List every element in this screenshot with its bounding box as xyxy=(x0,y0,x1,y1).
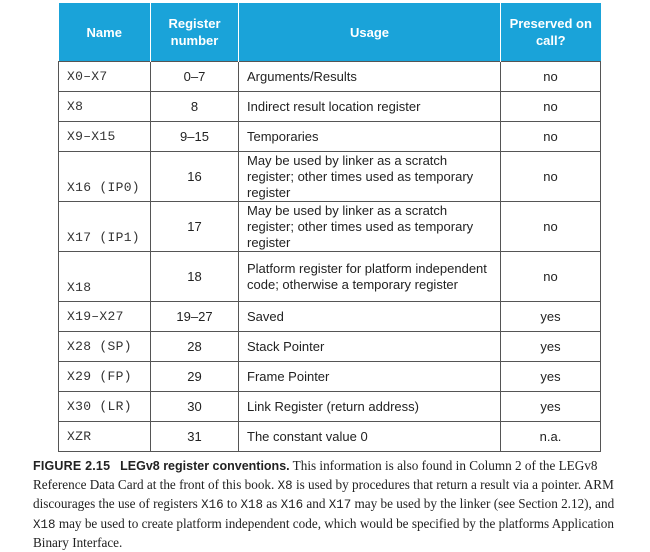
register-number: 31 xyxy=(151,422,239,452)
caption-text: and xyxy=(303,496,329,511)
header-register-number: Register number xyxy=(151,3,239,62)
register-usage: May be used by linker as a scratch register; other times used as temporary register xyxy=(239,202,501,252)
register-preserved: no xyxy=(501,152,601,202)
register-name: X17 (IP1) xyxy=(59,202,151,252)
register-number: 30 xyxy=(151,392,239,422)
register-name: X0–X7 xyxy=(59,62,151,92)
register-number: 9–15 xyxy=(151,122,239,152)
register-name: X28 (SP) xyxy=(59,332,151,362)
register-name: X29 (FP) xyxy=(59,362,151,392)
register-name: X19–X27 xyxy=(59,302,151,332)
caption-text: This information is also found in Column 2 of the LEGv8 Reference Data Card at the front of this book. xyxy=(33,458,598,492)
register-preserved: no xyxy=(501,202,601,252)
register-conventions-table xyxy=(58,3,601,452)
table-row xyxy=(59,362,601,392)
caption-text: as xyxy=(262,496,281,511)
header-usage: Usage xyxy=(239,3,501,62)
register-name: X9–X15 xyxy=(59,122,151,152)
register-number: 17 xyxy=(151,202,239,252)
register-preserved: yes xyxy=(501,332,601,362)
table-row xyxy=(59,62,601,92)
register-number: 8 xyxy=(151,92,239,122)
table-row xyxy=(59,302,601,332)
register-usage: Arguments/Results xyxy=(239,62,501,92)
caption-code: X16 xyxy=(280,498,304,512)
register-preserved: yes xyxy=(501,302,601,332)
table-row xyxy=(59,122,601,152)
caption-code: X17 xyxy=(328,498,352,512)
figure-label: FIGURE 2.15 xyxy=(33,459,111,473)
register-usage: Platform register for platform independent code; otherwise a temporary register xyxy=(239,252,501,302)
register-preserved: yes xyxy=(501,392,601,422)
register-name: X8 xyxy=(59,92,151,122)
register-table-container xyxy=(58,3,600,452)
header-name: Name xyxy=(59,3,151,62)
register-preserved: no xyxy=(501,252,601,302)
table-row xyxy=(59,252,601,302)
register-usage: Frame Pointer xyxy=(239,362,501,392)
table-row xyxy=(59,152,601,202)
register-usage: Stack Pointer xyxy=(239,332,501,362)
caption-text: is used by procedures that return a result via a pointer. ARM discourages the use of registers xyxy=(33,476,614,511)
caption-text: may be used to create platform independent code, which would be specified by the platforms Application Binary Interface. xyxy=(33,515,614,550)
register-preserved: no xyxy=(501,62,601,92)
register-number: 0–7 xyxy=(151,62,239,92)
register-usage: Link Register (return address) xyxy=(239,392,501,422)
caption-code: X16 xyxy=(201,498,224,512)
register-usage: May be used by linker as a scratch register; other times used as temporary register xyxy=(239,152,501,202)
caption-code: X8 xyxy=(277,478,293,493)
table-body xyxy=(59,62,601,452)
register-number: 28 xyxy=(151,332,239,362)
table-header xyxy=(59,3,601,62)
caption-text: may be used by the linker (see Section 2.12), and xyxy=(351,496,615,511)
register-usage: Saved xyxy=(239,302,501,332)
register-usage: Indirect result location register xyxy=(239,92,501,122)
caption-text: to xyxy=(223,496,241,511)
header-preserved: Preserved on call? xyxy=(501,3,601,62)
table-row xyxy=(59,92,601,122)
caption-code: X18 xyxy=(33,517,56,532)
register-preserved: no xyxy=(501,92,601,122)
table-row xyxy=(59,422,601,452)
register-name: X16 (IP0) xyxy=(59,152,151,202)
register-name: XZR xyxy=(59,422,151,452)
table-row xyxy=(59,392,601,422)
figure-caption xyxy=(33,457,628,552)
register-name: X30 (LR) xyxy=(59,392,151,422)
register-preserved: yes xyxy=(501,362,601,392)
register-number: 18 xyxy=(151,252,239,302)
header-row xyxy=(59,3,601,62)
figure-title: LEGv8 register conventions. xyxy=(120,459,290,473)
register-number: 29 xyxy=(151,362,239,392)
caption-code: X18 xyxy=(240,498,263,512)
register-preserved: no xyxy=(501,122,601,152)
register-preserved: n.a. xyxy=(501,422,601,452)
table-row xyxy=(59,332,601,362)
register-name: X18 xyxy=(59,252,151,302)
register-number: 19–27 xyxy=(151,302,239,332)
table-row xyxy=(59,202,601,252)
register-usage: Temporaries xyxy=(239,122,501,152)
register-usage: The constant value 0 xyxy=(239,422,501,452)
register-number: 16 xyxy=(151,152,239,202)
